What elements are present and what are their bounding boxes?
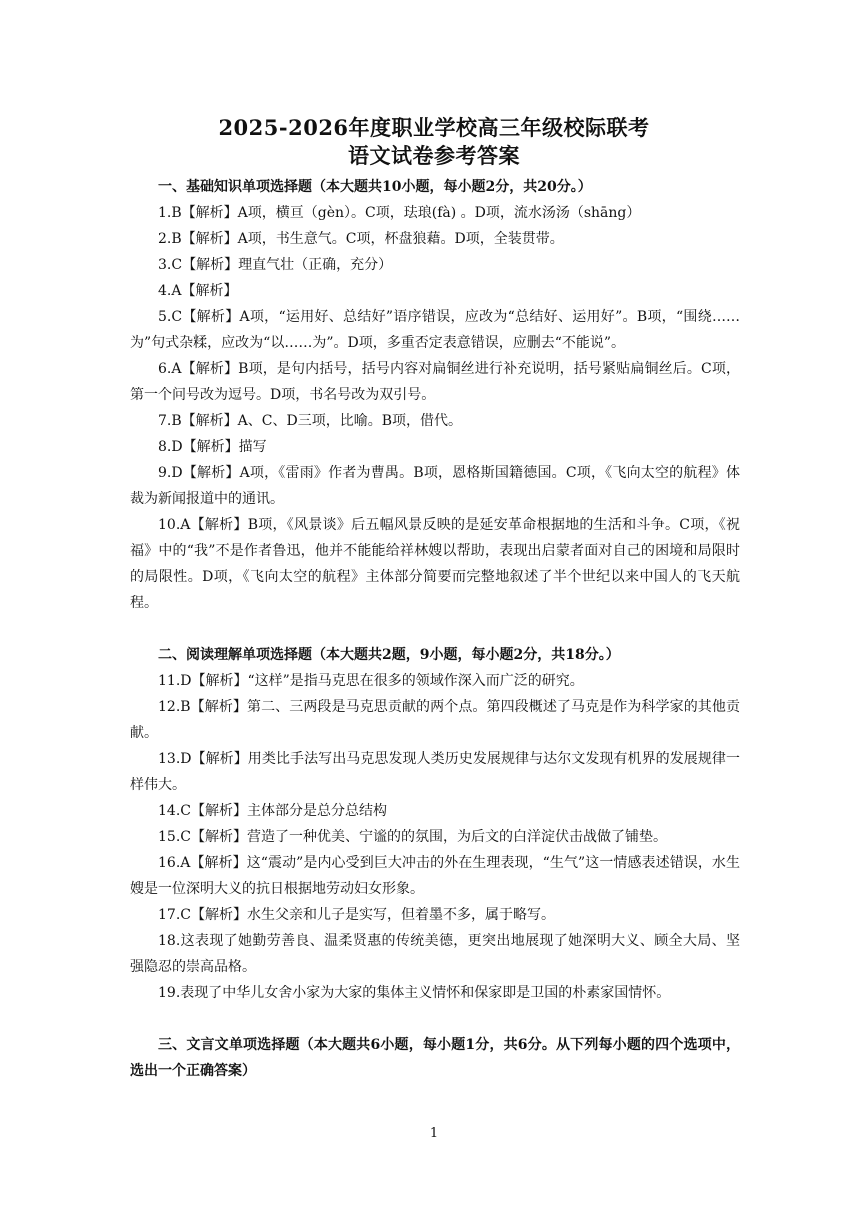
section-heading-3: 三、文言文单项选择题（本大题共6小题，每小题1分，共6分。从下列每小题的四个选项中，选出一个正确答案） xyxy=(130,1037,740,1079)
section-spacer xyxy=(130,616,740,642)
answer-item-3: 3.C【解析】理直气壮（正确，充分） xyxy=(158,257,393,273)
answer-content xyxy=(130,174,740,1084)
answer-item-13: 13.D【解析】用类比手法写出马克思发现人类历史发展规律与达尔文发现有机界的发展规律一样伟大。 xyxy=(130,751,740,793)
section-heading-1: 一、基础知识单项选择题（本大题共10小题，每小题2分，共20分。） xyxy=(158,179,592,195)
answer-item-2: 2.B【解析】A项，书生意气。C项，杯盘狼藉。D项，全装贯带。 xyxy=(158,231,564,247)
answer-item-17: 17.C【解析】水生父亲和儿子是实写，但着墨不多，属于略写。 xyxy=(158,907,555,923)
answer-item-18: 18.这表现了她勤劳善良、温柔贤惠的传统美德，更突出地展现了她深明大义、顾全大局、坚强隐忍的崇高品格。 xyxy=(130,933,740,975)
page-number: 1 xyxy=(429,1126,439,1141)
answer-item-14: 14.C【解析】主体部分是总分总结构 xyxy=(158,803,387,819)
answer-item-5: 5.C【解析】A项，“运用好、总结好”语序错误，应改为“总结好、运用好”。B项，“围绕……为”句式杂糅，应改为“以……为”。D项，多重否定表意错误，应删去“不能说”。 xyxy=(130,309,740,351)
section-heading-2: 二、阅读理解单项选择题（本大题共2题，9小题，每小题2分，共18分。） xyxy=(158,647,620,663)
answer-item-9: 9.D【解析】A项，《雷雨》作者为曹禺。B项，恩格斯国籍德国。C项，《飞向太空的航程》体裁为新闻报道中的通讯。 xyxy=(130,465,740,507)
answer-item-12: 12.B【解析】第二、三两段是马克思贡献的两个点。第四段概述了马克是作为科学家的其他贡献。 xyxy=(130,699,740,741)
answer-item-6: 6.A【解析】B项，是句内括号，括号内容对扁铜丝进行补充说明，括号紧贴扁铜丝后。C项，第一个问号改为逗号。D项，书名号改为双引号。 xyxy=(130,361,740,403)
answer-item-1: 1.B【解析】A项，横亘（gèn）。C项，珐琅(fà) 。D项，流水汤汤（shāng） xyxy=(158,205,641,221)
answer-item-19: 19.表现了中华儿女舍小家为大家的集体主义情怀和保家即是卫国的朴素家国情怀。 xyxy=(158,985,671,1001)
answer-item-15: 15.C【解析】营造了一种优美、宁谧的的氛围，为后文的白洋淀伏击战做了铺垫。 xyxy=(158,829,667,845)
section-spacer xyxy=(130,1006,740,1032)
document-subtitle: 语文试卷参考答案 xyxy=(348,143,520,168)
answer-item-8: 8.D【解析】描写 xyxy=(158,439,267,455)
answer-item-10: 10.A【解析】B项，《风景谈》后五幅风景反映的是延安革命根据地的生活和斗争。C项，《祝福》中的“我”不是作者鲁迅，他并不能能给祥林嫂以帮助，表现出启蒙者面对自己的困境和局限时的局限性。D项，《飞向太空的航程》主体部分简要而完整地叙述了半个世纪以来中国人的飞天航程。 xyxy=(130,517,740,611)
answer-item-4: 4.A【解析】 xyxy=(158,283,238,299)
document-title: 2025-2026年度职业学校高三年级校际联考 xyxy=(218,115,650,140)
answer-item-11: 11.D【解析】“这样”是指马克思在很多的领域作深入而广泛的研究。 xyxy=(158,673,584,689)
answer-item-16: 16.A【解析】这“震动”是内心受到巨大冲击的外在生理表现，“生气”这一情感表述错误，水生嫂是一位深明大义的抗日根据地劳动妇女形象。 xyxy=(130,855,740,897)
answer-item-7: 7.B【解析】A、C、D三项，比喻。B项，借代。 xyxy=(158,413,462,429)
